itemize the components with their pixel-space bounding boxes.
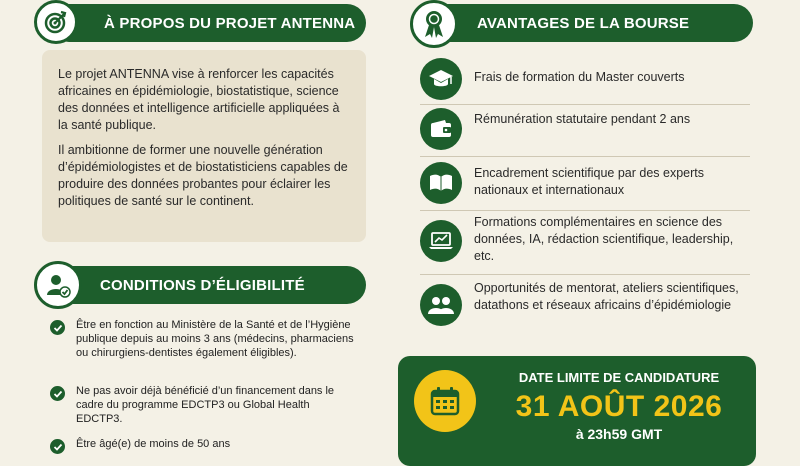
- benefit-text: Encadrement scientifique par des experts nationaux et internationaux: [474, 166, 704, 197]
- eligibility-item-text: Ne pas avoir déjà bénéficié d’un financement dans le cadre du programme EDCTP3 ou Global Health EDCTP3.: [76, 385, 335, 425]
- benefit-item: [420, 162, 750, 206]
- eligibility-item: [50, 318, 360, 378]
- benefits-header-title: AVANTAGES DE LA BOURSE: [477, 14, 690, 32]
- laptop-chart-icon: [420, 220, 462, 262]
- benefits-header: [425, 4, 753, 42]
- divider: [420, 156, 750, 157]
- deadline-date: 31 AOÛT 2026: [515, 390, 723, 423]
- graduation-cap-icon: [420, 58, 462, 100]
- user-check-icon: [34, 261, 82, 309]
- deadline-time: à 23h59 GMT: [575, 426, 663, 442]
- eligibility-item-text: Être en fonction au Ministère de la Santé et de l’Hygiène publique depuis au moins 3 ans (médecins, pharmaciens ou chirurgiens-dentistes également éligibles).: [76, 319, 354, 359]
- check-icon: [50, 439, 65, 454]
- calendar-icon: [414, 370, 476, 432]
- benefit-item: [420, 58, 750, 102]
- book-icon: [420, 162, 462, 204]
- divider: [420, 210, 750, 211]
- target-icon: [34, 0, 78, 44]
- eligibility-header-title: CONDITIONS D’ÉLIGIBILITÉ: [100, 276, 305, 294]
- wallet-icon: [420, 108, 462, 150]
- about-header: [50, 4, 366, 42]
- about-header-title: À PROPOS DU PROJET ANTENNA: [104, 14, 356, 32]
- benefit-text: Frais de formation du Master couverts: [474, 70, 685, 84]
- eligibility-item: [50, 437, 360, 453]
- check-icon: [50, 386, 65, 401]
- benefit-item: [420, 215, 750, 270]
- people-icon: [420, 284, 462, 326]
- about-paragraph-1: Le projet ANTENNA vise à renforcer les capacités africaines en épidémiologie, biostatistique, science des données et intelligence artificielle appliquées à la santé publique.: [58, 67, 340, 132]
- benefit-text: Rémunération statutaire pendant 2 ans: [474, 112, 691, 126]
- about-paragraph-2: Il ambitionne de former une nouvelle génération d’épidémiologistes et de biostatisticiens capables de produire des données probantes pour éclairer les politiques de santé sur le continent.: [58, 143, 348, 208]
- divider: [420, 104, 750, 105]
- divider: [420, 274, 750, 275]
- eligibility-header: [50, 266, 366, 304]
- eligibility-item: [50, 384, 360, 430]
- eligibility-item-text: Être âgé(e) de moins de 50 ans: [76, 438, 231, 450]
- award-ribbon-icon: [410, 0, 458, 48]
- about-text-box: [42, 50, 366, 242]
- deadline-label: DATE LIMITE DE CANDIDATURE: [518, 370, 720, 385]
- benefit-text: Opportunités de mentorat, ateliers scientifiques, datathons et réseaux africains d’épidémiologie: [474, 281, 739, 312]
- benefit-item: [420, 108, 750, 152]
- benefit-text: Formations complémentaires en science des données, IA, rédaction scientifique, leadership, etc.: [474, 215, 734, 263]
- benefit-item: [420, 281, 750, 336]
- check-icon: [50, 320, 65, 335]
